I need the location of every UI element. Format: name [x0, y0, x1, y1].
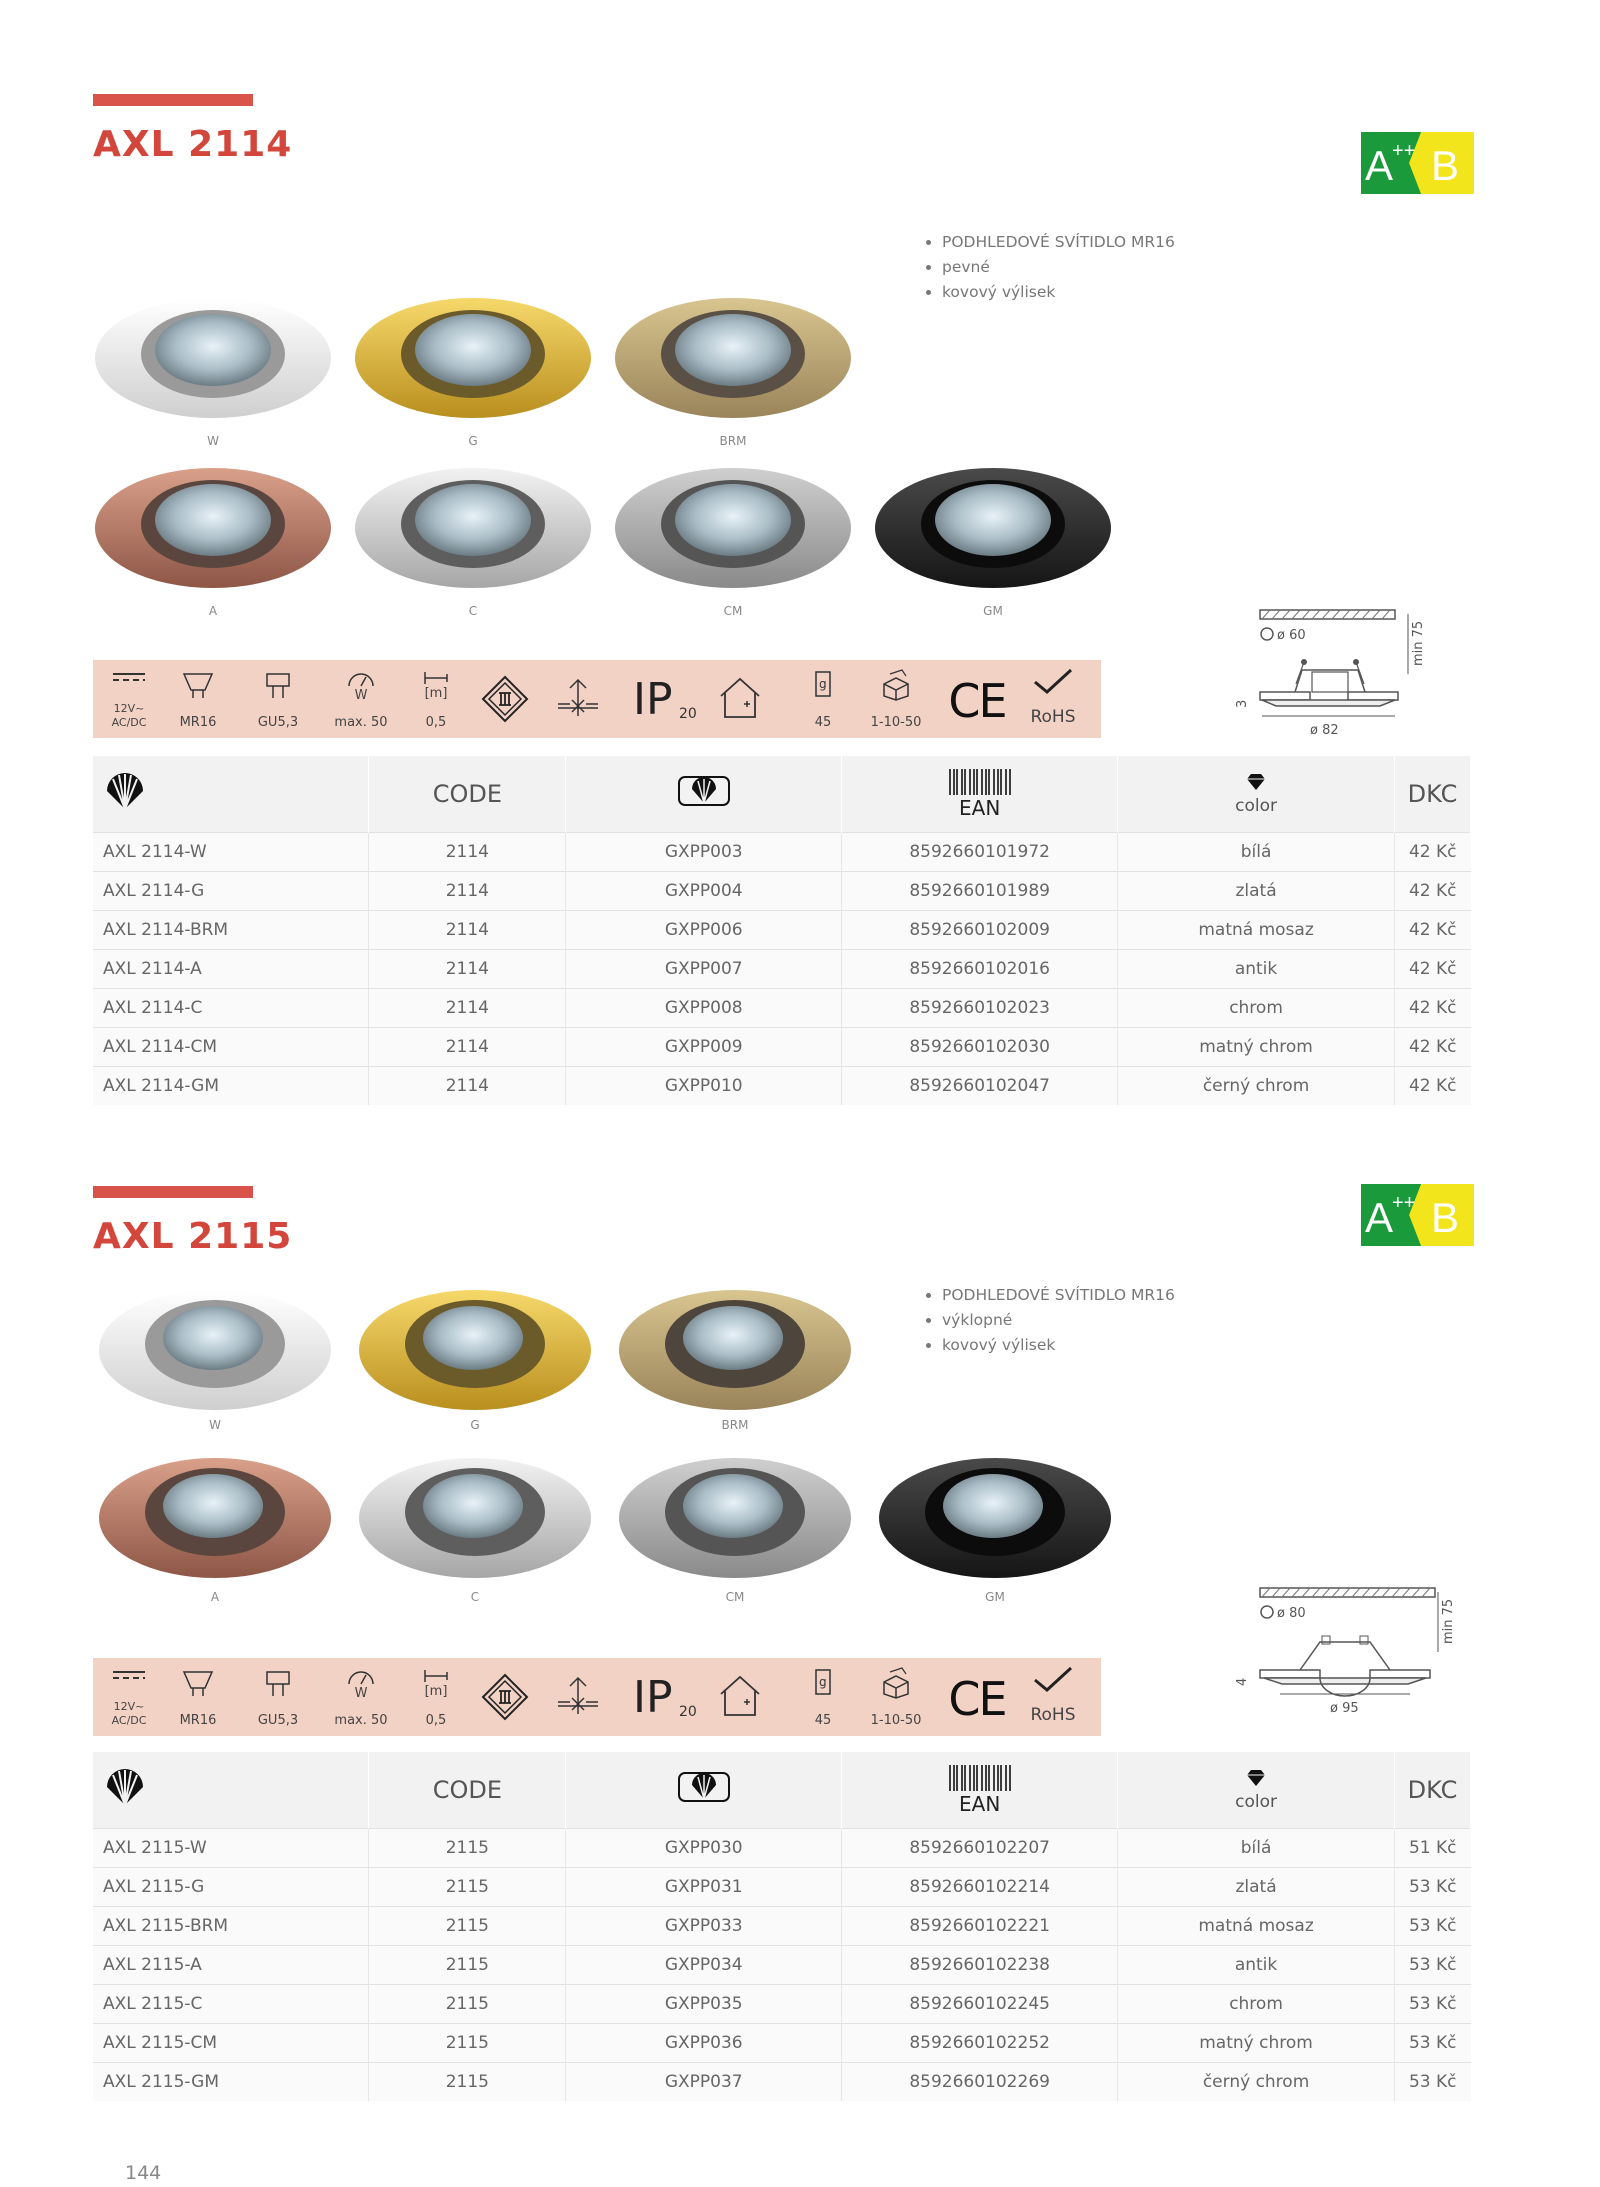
- product-image-a: [95, 1448, 335, 1588]
- table-row: AXL 2114-A 2114 GXPP007 8592660102016 antik 42 Kč: [93, 950, 1471, 989]
- spec-icon-bar: [93, 660, 1101, 738]
- ean-label: EAN: [959, 795, 1001, 820]
- color-header: [1118, 1752, 1395, 1829]
- cable-spec: [411, 1658, 461, 1736]
- table-header-row: [93, 756, 1471, 833]
- product-image-g: [353, 288, 593, 428]
- energy-label-icon: [1361, 132, 1474, 194]
- cut-out-diameter: ø 60: [1277, 628, 1306, 643]
- table-row: AXL 2115-A 2115 GXPP034 8592660102238 antik 53 Kč: [93, 1946, 1471, 1985]
- wattage-spec: [331, 1658, 391, 1736]
- check-icon: [1031, 1666, 1075, 1692]
- insulation-spec: [553, 660, 603, 738]
- socket-icon: [263, 1668, 293, 1698]
- weight-icon: [812, 670, 834, 698]
- product-image-cm: [613, 458, 853, 598]
- package-icon: [878, 670, 914, 700]
- packaging-spec: [863, 1658, 929, 1736]
- variant-label: W: [209, 1418, 221, 1432]
- power-supply-spec: [101, 1658, 157, 1736]
- barcode-icon: [948, 769, 1012, 795]
- power-supply-icon: [109, 670, 149, 684]
- wattage-label: max. 50: [334, 1713, 388, 1728]
- protection-class-spec: [477, 660, 533, 738]
- table-row: AXL 2115-W 2115 GXPP030 8592660102207 bílá 51 Kč: [93, 1829, 1471, 1868]
- cable-unit: [m]: [424, 686, 448, 701]
- variant-label: GM: [983, 604, 1003, 618]
- title-accent-bar: [93, 1186, 253, 1198]
- house-icon: [717, 1674, 763, 1718]
- weight-label: 45: [814, 715, 832, 730]
- cable-label: 0,5: [425, 1713, 447, 1728]
- product-image-cm: [615, 1448, 855, 1588]
- energy-class-a: A: [1365, 1194, 1394, 1241]
- dimension-drawing: [1235, 1582, 1460, 1722]
- socket-spec: [253, 1658, 303, 1736]
- gauge-icon: [346, 1668, 376, 1688]
- flange-depth: 4: [1235, 1677, 1250, 1686]
- socket-label: GU5,3: [257, 1713, 299, 1728]
- flange-depth: 3: [1235, 699, 1250, 708]
- lamp-shell-icon: [103, 1767, 147, 1807]
- class-three-icon: [480, 1672, 530, 1722]
- lamp-type-spec: [173, 1658, 223, 1736]
- cut-out-diameter: ø 80: [1277, 1606, 1306, 1621]
- feature-item: • kovový výlisek: [942, 280, 1175, 305]
- table-header-row: [93, 1752, 1471, 1829]
- package-code-header: [566, 1752, 842, 1829]
- weight-icon: [812, 1668, 834, 1696]
- lamp-shell-icon: [103, 771, 147, 811]
- packaging-label: 1-10-50: [870, 715, 922, 730]
- lamp-type-label: MR16: [179, 1713, 217, 1728]
- barcode-icon: [948, 1765, 1012, 1791]
- product-title: AXL 2114: [93, 124, 293, 165]
- price-header: DKC: [1394, 1752, 1470, 1829]
- table-row: AXL 2115-C 2115 GXPP035 8592660102245 chrom 53 Kč: [93, 1985, 1471, 2024]
- insulation-icon: [556, 1676, 600, 1716]
- table-row: AXL 2114-BRM 2114 GXPP006 8592660102009 matná mosaz 42 Kč: [93, 911, 1471, 950]
- energy-class-b: B: [1431, 1194, 1460, 1241]
- weight-spec: [803, 660, 843, 738]
- diamond-icon: [1245, 1769, 1267, 1787]
- package-icon: [878, 1668, 914, 1698]
- product-image-c: [355, 1448, 595, 1588]
- cable-icon: [421, 670, 451, 686]
- power-supply-label: 12V~ AC/DC: [111, 1700, 147, 1727]
- check-icon: [1031, 668, 1075, 694]
- color-header: [1118, 756, 1395, 833]
- rohs-mark: [1023, 1658, 1083, 1736]
- product-image-gm: [873, 458, 1113, 598]
- page-number: 144: [125, 2162, 162, 2184]
- ce-mark: [945, 660, 1009, 738]
- table-row: AXL 2114-GM 2114 GXPP010 8592660102047 černý chrom 42 Kč: [93, 1067, 1471, 1106]
- protection-class-spec: [477, 1658, 533, 1736]
- indoor-use-spec: [715, 1658, 765, 1736]
- feature-item: • kovový výlisek: [942, 1333, 1175, 1358]
- code-header: CODE: [369, 1752, 566, 1829]
- variant-label: GM: [985, 1590, 1005, 1604]
- ean-header: [842, 756, 1118, 833]
- bulb-icon: [181, 1668, 215, 1698]
- code-header: CODE: [369, 756, 566, 833]
- power-supply-label: 12V~ AC/DC: [111, 702, 147, 729]
- rohs-mark: [1023, 660, 1083, 738]
- variant-label: BRM: [721, 1418, 749, 1432]
- svg-text:g: g: [819, 1675, 827, 1689]
- insulation-spec: [553, 1658, 603, 1736]
- color-label: color: [1235, 795, 1277, 816]
- class-three-icon: [480, 674, 530, 724]
- ce-mark: [945, 1658, 1009, 1736]
- product-image-brm: [615, 1280, 855, 1420]
- color-label: color: [1235, 1791, 1277, 1812]
- ean-header: [842, 1752, 1118, 1829]
- table-row: AXL 2114-G 2114 GXPP004 8592660101989 zlatá 42 Kč: [93, 872, 1471, 911]
- table-row: AXL 2114-C 2114 GXPP008 8592660102023 chrom 42 Kč: [93, 989, 1471, 1028]
- product-table: [93, 756, 1471, 1105]
- power-supply-spec: [101, 660, 157, 738]
- ip-label: IP: [633, 674, 673, 725]
- socket-label: GU5,3: [257, 715, 299, 730]
- ip-number: 20: [679, 1704, 697, 1720]
- product-image-c: [353, 458, 593, 598]
- cable-label: 0,5: [425, 715, 447, 730]
- box-lamp-icon: [676, 1767, 732, 1807]
- product-image-a: [93, 458, 333, 598]
- cable-spec: [411, 660, 461, 738]
- table-row: AXL 2115-CM 2115 GXPP036 8592660102252 matný chrom 53 Kč: [93, 2024, 1471, 2063]
- product-image-w: [93, 288, 333, 428]
- wattage-spec: [331, 660, 391, 738]
- variant-label: CM: [723, 604, 743, 618]
- feature-list: [920, 1283, 1175, 1358]
- price-header: DKC: [1394, 756, 1470, 833]
- ce-label: CE: [948, 1672, 1006, 1726]
- wattage-label: max. 50: [334, 715, 388, 730]
- product-icon-header: [93, 1752, 369, 1829]
- energy-class-b: B: [1431, 142, 1460, 189]
- energy-class-plus: ++: [1392, 1192, 1416, 1214]
- diamond-icon: [1245, 773, 1267, 791]
- bulb-icon: [181, 670, 215, 700]
- indoor-use-spec: [715, 660, 765, 738]
- house-icon: [717, 676, 763, 720]
- cable-icon: [421, 1668, 451, 1684]
- rohs-label: RoHS: [1030, 707, 1076, 727]
- outer-diameter: ø 82: [1310, 723, 1339, 738]
- cable-unit: [m]: [424, 1684, 448, 1699]
- lamp-type-spec: [173, 660, 223, 738]
- feature-item: • výklopné: [942, 1308, 1175, 1333]
- mounting-height: min 75: [1441, 1598, 1456, 1644]
- ce-label: CE: [948, 674, 1006, 728]
- gauge-icon: [346, 670, 376, 690]
- energy-class-a: A: [1365, 142, 1394, 189]
- variant-label: G: [468, 434, 478, 448]
- packaging-spec: [863, 660, 929, 738]
- variant-label: A: [208, 604, 218, 618]
- product-image-w: [95, 1280, 335, 1420]
- product-image-g: [355, 1280, 595, 1420]
- table-row: AXL 2115-GM 2115 GXPP037 8592660102269 černý chrom 53 Kč: [93, 2063, 1471, 2102]
- variant-label: C: [468, 604, 478, 618]
- feature-list: [920, 230, 1175, 305]
- packaging-label: 1-10-50: [870, 1713, 922, 1728]
- power-supply-icon: [109, 1668, 149, 1682]
- ean-label: EAN: [959, 1791, 1001, 1816]
- ip-label: IP: [633, 1672, 673, 1723]
- socket-icon: [263, 670, 293, 700]
- svg-text:g: g: [819, 677, 827, 691]
- weight-label: 45: [814, 1713, 832, 1728]
- product-image-gm: [875, 1448, 1115, 1588]
- variant-label: W: [207, 434, 219, 448]
- mounting-height: min 75: [1411, 620, 1426, 666]
- table-row: AXL 2114-CM 2114 GXPP009 8592660102030 matný chrom 42 Kč: [93, 1028, 1471, 1067]
- lamp-type-label: MR16: [179, 715, 217, 730]
- product-icon-header: [93, 756, 369, 833]
- insulation-icon: [556, 678, 600, 718]
- table-row: AXL 2115-BRM 2115 GXPP033 8592660102221 matná mosaz 53 Kč: [93, 1907, 1471, 1946]
- variant-label: A: [210, 1590, 220, 1604]
- title-accent-bar: [93, 94, 253, 106]
- rohs-label: RoHS: [1030, 1705, 1076, 1725]
- table-row: AXL 2115-G 2115 GXPP031 8592660102214 zlatá 53 Kč: [93, 1868, 1471, 1907]
- package-code-header: [566, 756, 842, 833]
- ip-rating-spec: [633, 1658, 703, 1736]
- ip-number: 20: [679, 706, 697, 722]
- energy-class-plus: ++: [1392, 140, 1416, 162]
- variant-label: BRM: [719, 434, 747, 448]
- variant-label: C: [470, 1590, 480, 1604]
- energy-label-icon: [1361, 1184, 1474, 1246]
- dimension-drawing: [1235, 604, 1460, 744]
- outer-diameter: ø 95: [1330, 1701, 1359, 1716]
- product-image-brm: [613, 288, 853, 428]
- feature-item: • PODHLEDOVÉ SVÍTIDLO MR16: [942, 1283, 1175, 1308]
- socket-spec: [253, 660, 303, 738]
- wattage-unit: W: [354, 688, 368, 703]
- weight-spec: [803, 1658, 843, 1736]
- box-lamp-icon: [676, 771, 732, 811]
- product-table: [93, 1752, 1471, 2101]
- spec-icon-bar: [93, 1658, 1101, 1736]
- feature-item: • pevné: [942, 255, 1175, 280]
- table-row: AXL 2114-W 2114 GXPP003 8592660101972 bílá 42 Kč: [93, 833, 1471, 872]
- variant-label: G: [470, 1418, 480, 1432]
- ip-rating-spec: [633, 660, 703, 738]
- wattage-unit: W: [354, 1686, 368, 1701]
- product-title: AXL 2115: [93, 1216, 293, 1257]
- feature-item: • PODHLEDOVÉ SVÍTIDLO MR16: [942, 230, 1175, 255]
- variant-label: CM: [725, 1590, 745, 1604]
